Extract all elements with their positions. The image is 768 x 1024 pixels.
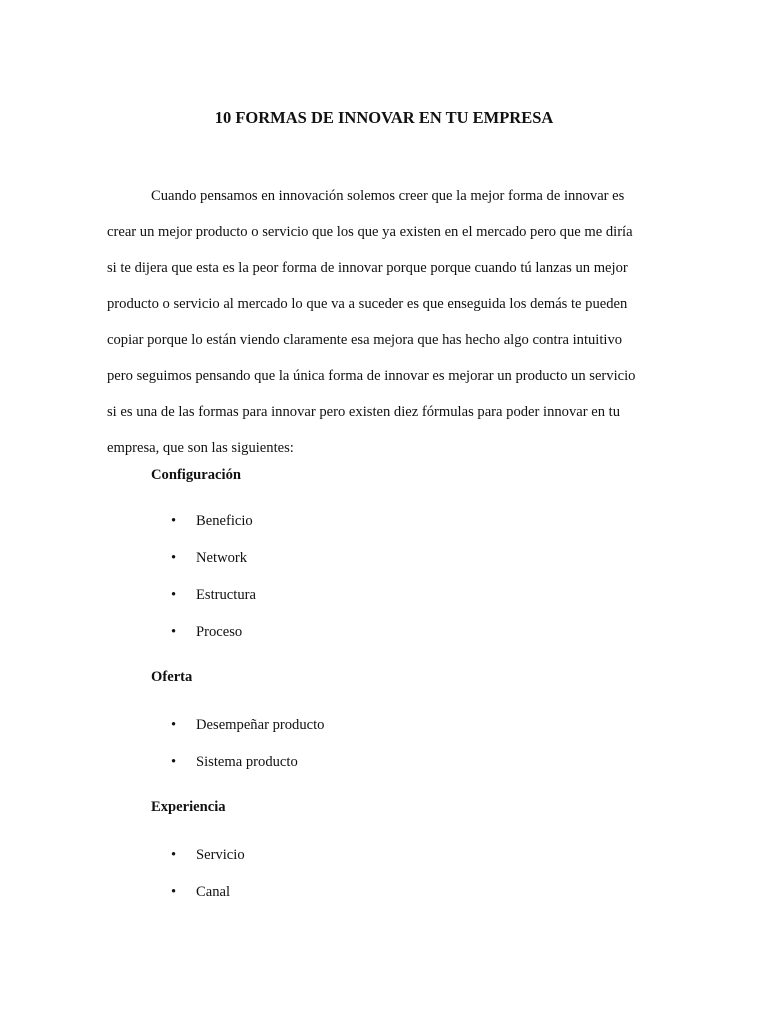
list-item-label: Desempeñar producto (196, 717, 325, 733)
bullet-icon: • (171, 754, 177, 770)
bullet-icon: • (171, 513, 177, 529)
intro-line: pero seguimos pensando que la única forma de innovar es mejorar un producto un servicio (107, 368, 636, 384)
bullet-icon: • (171, 847, 177, 863)
intro-line: copiar porque lo están viendo claramente esa mejora que has hecho algo contra intuitivo (107, 332, 623, 348)
intro-line: crear un mejor producto o servicio que los que ya existen en el mercado pero que me diría (107, 224, 633, 240)
list-item-label: Canal (196, 884, 231, 900)
list-item-label: Proceso (196, 624, 243, 640)
section-heading-experiencia: Experiencia (151, 799, 226, 815)
bullet-icon: • (171, 550, 177, 566)
bullet-icon: • (171, 884, 177, 900)
bullet-icon: • (171, 624, 177, 640)
bullet-icon: • (171, 717, 177, 733)
bullet-icon: • (171, 587, 177, 603)
list-item-label: Beneficio (196, 513, 253, 529)
intro-line: si te dijera que esta es la peor forma de innovar porque porque cuando tú lanzas un mejor (107, 260, 628, 276)
intro-line: Cuando pensamos en innovación solemos creer que la mejor forma de innovar es (151, 188, 625, 204)
list-item-label: Sistema producto (196, 754, 298, 770)
document-title: 10 FORMAS DE INNOVAR EN TU EMPRESA (214, 108, 554, 127)
list-item-label: Estructura (196, 587, 256, 603)
intro-line: si es una de las formas para innovar pero existen diez fórmulas para poder innovar en tu (107, 404, 621, 420)
list-item-label: Network (196, 550, 248, 566)
intro-paragraph (107, 178, 663, 466)
intro-line: empresa, que son las siguientes: (107, 440, 294, 456)
intro-line: producto o servicio al mercado lo que va a suceder es que enseguida los demás te pueden (107, 296, 628, 312)
section-heading-configuracion: Configuración (151, 467, 241, 483)
list-item-label: Servicio (196, 847, 245, 863)
section-heading-oferta: Oferta (151, 669, 193, 685)
